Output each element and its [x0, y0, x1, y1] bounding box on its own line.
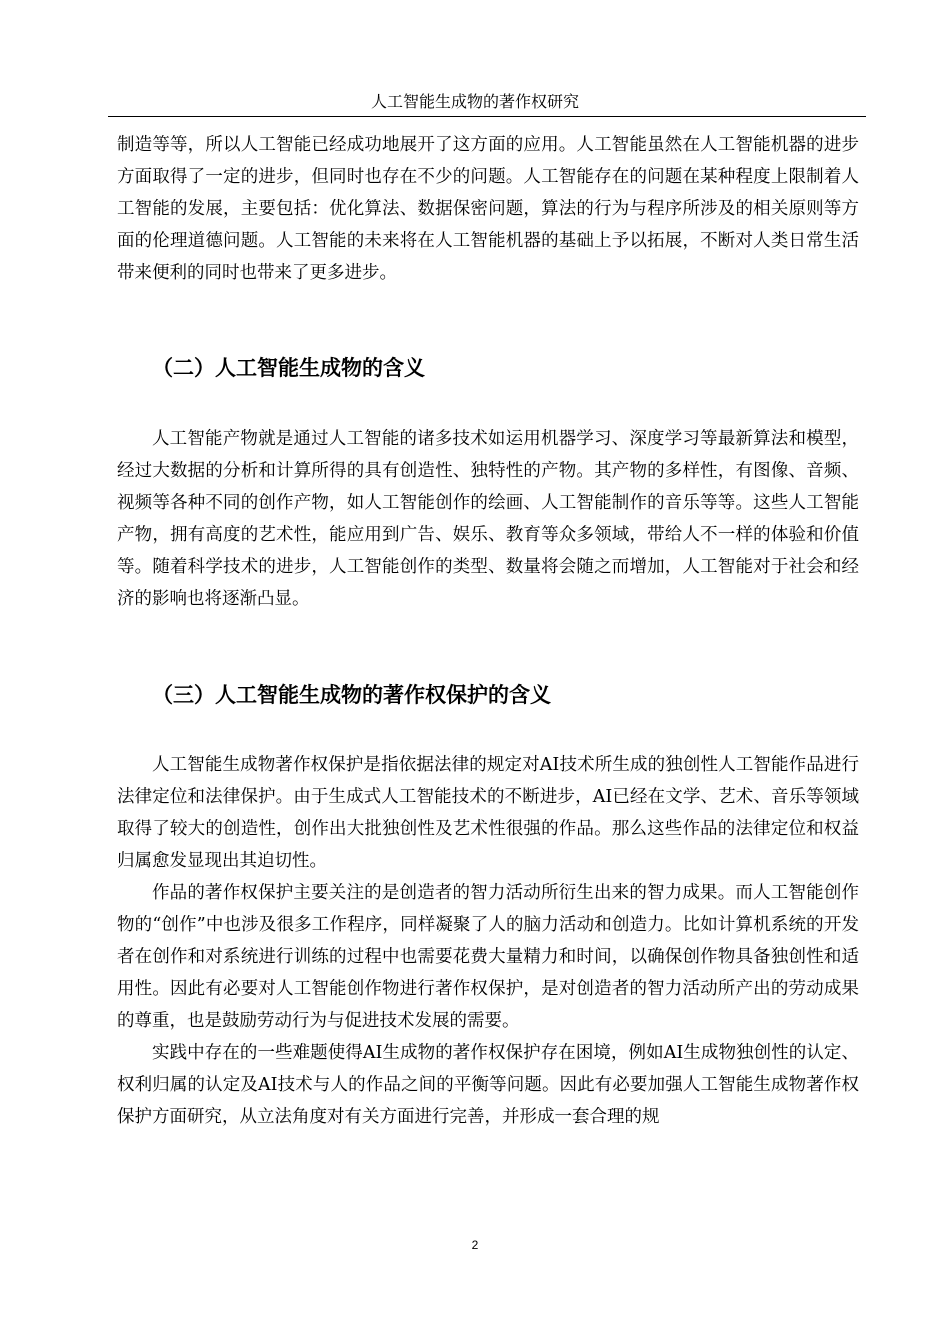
section-2-body	[117, 423, 859, 615]
section-3-paragraph-1: 人工智能生成物著作权保护是指依据法律的规定对AI技术所生成的独创性人工智能作品进行法律定位和法律保护。由于生成式人工智能技术的不断进步，AI已经在文学、艺术、音乐等领域取得了较大的创造性，创作出大批独创性及艺术性很强的作品。那么这些作品的法律定位和权益归属愈发显现出其迫切性。	[117, 755, 859, 871]
section-3-paragraph-2: 作品的著作权保护主要关注的是创造者的智力活动所衍生出来的智力成果。而人工智能创作物的“创作”中也涉及很多工作程序，同样凝聚了人的脑力活动和创造力。比如计算机系统的开发者在创作和对系统进行训练的过程中也需要花费大量精力和时间，以确保创作物具备独创性和适用性。因此有必要对人工智能创作物进行著作权保护，是对创造者的智力活动所产出的劳动成果的尊重，也是鼓励劳动行为与促进技术发展的需要。	[117, 883, 859, 1031]
section-heading-2: （二）人工智能生成物的含义	[152, 356, 425, 380]
page-number: 2	[471, 1238, 479, 1252]
header-divider	[108, 116, 866, 117]
section-3-paragraph-3: 实践中存在的一些难题使得AI生成物的著作权保护存在困境，例如AI生成物独创性的认定、权利归属的认定及AI技术与人的作品之间的平衡等问题。因此有必要加强人工智能生成物著作权保护方面研究，从立法角度对有关方面进行完善，并形成一套合理的规	[117, 1043, 859, 1127]
intro-paragraph: 制造等等，所以人工智能已经成功地展开了这方面的应用。人工智能虽然在人工智能机器的进步方面取得了一定的进步，但同时也存在不少的问题。人工智能存在的问题在某种程度上限制着人工智能的发展，主要包括：优化算法、数据保密问题，算法的行为与程序所涉及的相关原则等方面的伦理道德问题。人工智能的未来将在人工智能机器的基础上予以拓展，不断对人类日常生活带来便利的同时也带来了更多进步。	[117, 135, 859, 283]
section-2-paragraph-1: 人工智能产物就是通过人工智能的诸多技术如运用机器学习、深度学习等最新算法和模型，经过大数据的分析和计算所得的具有创造性、独特性的产物。其产物的多样性，有图像、音频、视频等各种不同的创作产物，如人工智能创作的绘画、人工智能制作的音乐等等。这些人工智能产物，拥有高度的艺术性，能应用到广告、娱乐、教育等众多领域，带给人不一样的体验和价值等。随着科学技术的进步，人工智能创作的类型、数量将会随之而增加，人工智能对于社会和经济的影响也将逐渐凸显。	[117, 429, 859, 609]
intro-paragraph-block	[117, 129, 859, 289]
running-header-title: 人工智能生成物的著作权研究	[370, 92, 579, 111]
section-heading-3: （三）人工智能生成物的著作权保护的含义	[152, 683, 551, 707]
section-3-body	[117, 749, 859, 1133]
